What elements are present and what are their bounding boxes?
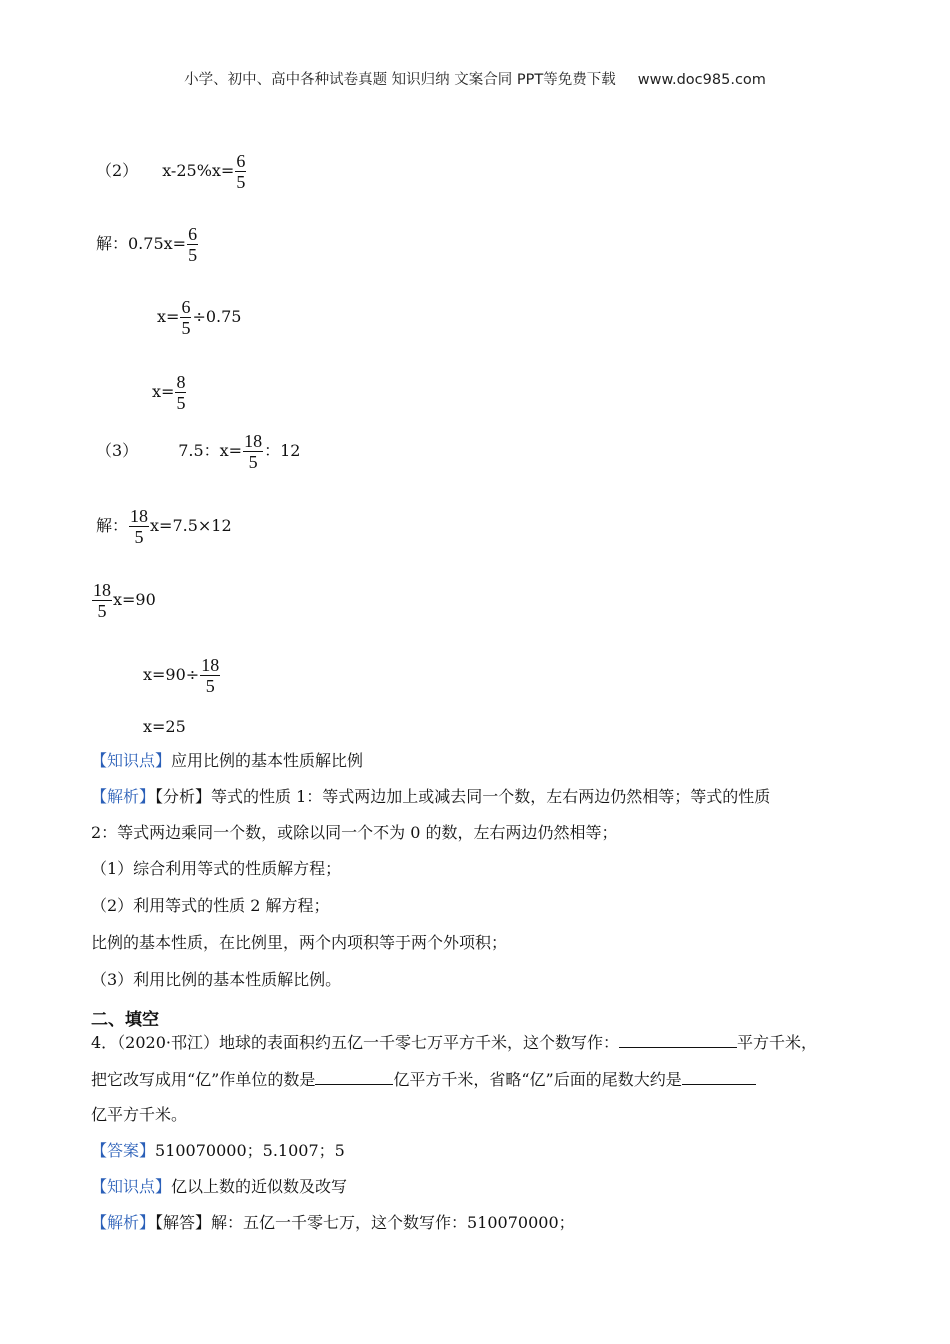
- eq3-solution-line2: $\frac{18}{5}$ x=90: [93, 580, 156, 621]
- q4-blank-1[interactable]: [619, 1031, 737, 1048]
- eq2-sol-prefix: 解：0.75x=: [96, 234, 187, 253]
- eq3-solution-line3: x=90÷ $\frac{18}{5}$: [143, 655, 220, 696]
- eq2-expr-left: x-25%x=: [162, 161, 235, 180]
- eq2-solution-line3: x= $\frac{8}{5}$: [152, 372, 186, 413]
- answer-tag: 【答案】: [91, 1141, 156, 1160]
- q4-blank-2[interactable]: [315, 1068, 393, 1085]
- header-url[interactable]: www.doc985.com: [637, 72, 766, 88]
- eq3-problem: （3） 7.5：x= $\frac{18}{5}$ ：12: [96, 431, 301, 472]
- answer-line: 【答案】510070000；5.1007；5: [91, 1141, 345, 1160]
- q4-line3: 亿平方千米。: [91, 1105, 188, 1124]
- analysis-tag: 【解析】: [91, 787, 156, 806]
- eq3-final: x=25: [143, 717, 186, 736]
- header-text: 小学、初中、高中各种试卷真题 知识归纳 文案合同 PPT等免费下载: [184, 72, 616, 88]
- eq2-label: （2）: [96, 161, 139, 180]
- eq2-solution-line1: [96, 224, 199, 265]
- analysis-1-line2: 2：等式两边乘同一个数，或除以同一个不为 0 的数，左右两边仍然相等；: [91, 823, 618, 842]
- analysis-1-line4: （2）利用等式的性质 2 解方程；: [91, 896, 330, 915]
- page-header: [0, 68, 950, 89]
- eq3-fraction: $\frac{18}{5}$: [244, 431, 263, 472]
- eq2-step3-fraction: $\frac{8}{5}$: [176, 372, 186, 413]
- eq2-step2-fraction: $\frac{6}{5}$: [181, 297, 191, 338]
- eq2-solution-line2: x= $\frac{6}{5}$ ÷0.75: [157, 297, 242, 338]
- analysis-1-line5: 比例的基本性质，在比例里，两个内项积等于两个外项积；: [91, 933, 508, 952]
- section-2-title: 二、填空: [91, 1010, 159, 1030]
- analysis-1-line6: （3）利用比例的基本性质解比例。: [91, 970, 342, 989]
- eq3-step3-fraction: $\frac{18}{5}$: [201, 655, 220, 696]
- eq3-label: （3）: [96, 441, 139, 460]
- knowledge-point-1: 【知识点】应用比例的基本性质解比例: [91, 751, 364, 770]
- eq3-step2-fraction: $\frac{18}{5}$: [93, 580, 111, 621]
- knowledge-point-2: 【知识点】亿以上数的近似数及改写: [91, 1177, 348, 1196]
- analysis-1-line3: （1）综合利用等式的性质解方程；: [91, 859, 342, 878]
- eq2-sol-fraction: $\frac{6}{5}$: [188, 224, 198, 265]
- q4-blank-3[interactable]: [682, 1068, 756, 1085]
- eq3-sol-fraction: $\frac{18}{5}$: [130, 506, 149, 547]
- eq2-fraction: $\frac{6}{5}$: [236, 151, 246, 192]
- q4-line2: 把它改写成用“亿”作单位的数是 亿平方千米，省略“亿”后面的尾数大约是: [91, 1068, 756, 1091]
- analysis-2: 【解析】【解答】解：五亿一千零七万，这个数写作：510070000；: [91, 1213, 575, 1232]
- eq3-solution-line1: 解： $\frac{18}{5}$ x=7.5×12: [96, 506, 232, 547]
- q4-line1: 4．（2020·邗江）地球的表面积约五亿一千零七万平方千米，这个数写作： 平方千米，: [91, 1033, 818, 1052]
- knowledge-tag: 【知识点】: [91, 751, 172, 770]
- analysis-1-line1: 【解析】【分析】等式的性质 1：等式两边加上或减去同一个数，左右两边仍然相等；等式的性质: [91, 787, 771, 806]
- eq2-problem: [96, 151, 247, 192]
